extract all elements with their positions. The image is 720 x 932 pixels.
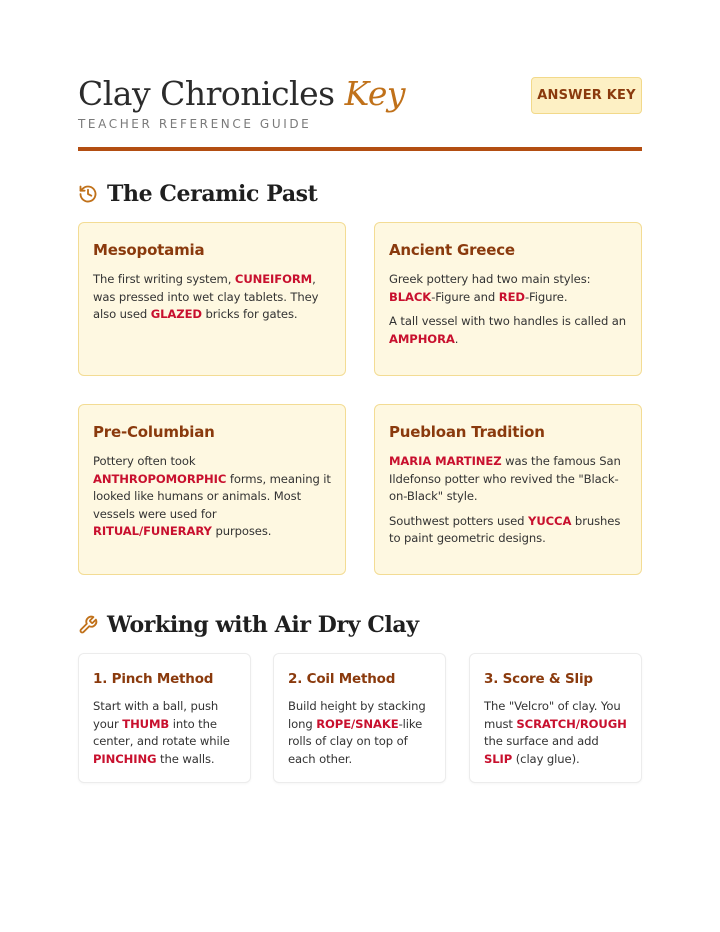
card-puebloan-tradition (374, 404, 642, 575)
answer-highlight: MARIA MARTINEZ (389, 454, 502, 468)
text-run: The first writing system, (93, 272, 235, 286)
text-run: A tall vessel with two handles is called an (389, 314, 627, 328)
text-run: (clay glue). (512, 752, 580, 767)
answer-highlight: PINCHING (93, 752, 157, 767)
card-coil-method (273, 653, 446, 783)
card-pre-columbian (78, 404, 346, 575)
card-title: Pre-Columbian (93, 423, 215, 441)
card-text (93, 453, 331, 541)
text-run: , was pressed into wet clay tablets. They also used (93, 272, 319, 321)
text-run: bricks for gates. (201, 307, 298, 321)
title-accent: Key (344, 74, 406, 113)
card-title: 2. Coil Method (288, 671, 396, 687)
section-title: The Ceramic Past (107, 181, 318, 207)
history-icon (78, 184, 98, 204)
card-text (484, 698, 627, 769)
header (78, 0, 642, 150)
answer-highlight: ROPE/SNAKE (316, 716, 399, 731)
text-run: Pottery often took (93, 454, 196, 468)
text-run: -like rolls of clay on top of each other. (288, 716, 423, 767)
answer-highlight: ANTHROPOMORPHIC (93, 471, 227, 486)
text-run: Southwest potters used (389, 513, 529, 528)
card-score-and-slip (469, 653, 642, 783)
text-run: was the famous San Ildefonso potter who revived the "Black-on-Black" style. (389, 454, 621, 503)
card-title: Ancient Greece (389, 241, 515, 259)
answer-highlight: SLIP (484, 752, 513, 767)
answer-highlight: GLAZED (150, 307, 202, 321)
answer-highlight: CUNEIFORM (234, 272, 313, 286)
answer-highlight: BLACK (389, 289, 432, 304)
section-air-dry-clay-heading (78, 612, 419, 638)
card-title: 1. Pinch Method (93, 671, 214, 687)
answer-highlight: AMPHORA (389, 331, 455, 346)
page-title (78, 74, 405, 113)
card-pinch-method (78, 653, 251, 783)
answer-highlight: RED (498, 289, 525, 304)
card-text (389, 453, 627, 506)
answer-highlight: THUMB (122, 716, 170, 731)
card-ancient-greece (374, 222, 642, 376)
card-text (389, 271, 627, 306)
header-divider (78, 147, 642, 151)
answer-key-badge: ANSWER KEY (531, 77, 642, 114)
text-run: into the center, and rotate while (93, 716, 230, 749)
card-title: 3. Score & Slip (484, 671, 593, 687)
text-run: the surface and add (484, 734, 599, 749)
text-run: brushes to paint geometric designs. (389, 513, 621, 545)
card-text (93, 271, 331, 324)
text-run: Greek pottery had two main styles: (389, 272, 591, 286)
section-title: Working with Air Dry Clay (107, 612, 419, 638)
card-title: Puebloan Tradition (389, 423, 545, 441)
text-run: the walls. (156, 752, 215, 767)
card-text (93, 698, 236, 769)
answer-highlight: YUCCA (528, 513, 572, 528)
wrench-icon (78, 615, 98, 635)
worksheet-page (78, 0, 642, 767)
page-subtitle: TEACHER REFERENCE GUIDE (78, 117, 312, 131)
text-run: Build height by stacking long (288, 699, 426, 731)
text-run: -Figure and (431, 289, 499, 304)
card-text (288, 698, 431, 769)
card-text (389, 513, 627, 548)
text-run: The "Velcro" of clay. You must (484, 699, 621, 731)
title-main: Clay Chronicles (78, 74, 335, 113)
card-mesopotamia (78, 222, 346, 376)
answer-highlight: SCRATCH/ROUGH (516, 716, 627, 731)
card-title: Mesopotamia (93, 241, 205, 259)
card-text (389, 313, 627, 348)
text-run: Start with a ball, push your (93, 699, 219, 731)
text-run: . (454, 331, 459, 346)
section-ceramic-past-heading (78, 181, 317, 207)
text-run: -Figure. (524, 289, 568, 304)
text-run: forms, meaning it looked like humans or animals. Most vessels were used for (93, 471, 331, 521)
answer-highlight: RITUAL/FUNERARY (93, 524, 212, 538)
text-run: purposes. (211, 524, 272, 538)
